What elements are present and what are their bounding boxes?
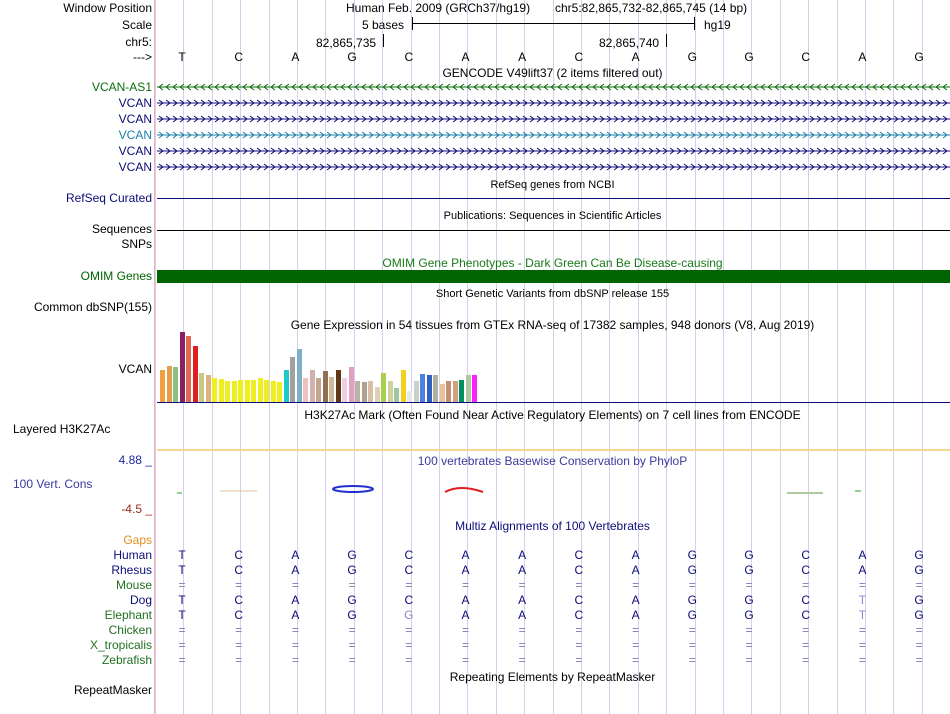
aligned-base: G: [687, 608, 697, 622]
scale-label: Scale: [121, 18, 152, 32]
aligned-base: G: [687, 548, 697, 562]
aligned-base: =: [348, 653, 356, 667]
phylop-mark: [445, 488, 483, 492]
gtex-tissue-bar[interactable]: [186, 336, 191, 403]
aligned-base: C: [801, 593, 811, 607]
reference-base: A: [518, 50, 527, 64]
h3k27ac-track-title[interactable]: H3K27Ac Mark (Often Found Near Active Regulatory Elements) on 7 cell lines from ENCODE: [304, 408, 801, 422]
aligned-base: C: [574, 593, 584, 607]
gtex-tissue-bar[interactable]: [310, 370, 315, 402]
aligned-base: =: [688, 638, 696, 652]
aligned-base: =: [632, 623, 640, 637]
aligned-base: A: [631, 563, 640, 577]
aligned-base: A: [631, 548, 640, 562]
grid-line: [553, 0, 554, 714]
aligned-base: G: [687, 593, 697, 607]
gene-label-vcan[interactable]: VCAN: [118, 160, 152, 174]
gtex-tissue-bar[interactable]: [342, 378, 347, 402]
gtex-tissue-bar[interactable]: [433, 375, 438, 402]
aligned-base: T: [178, 608, 186, 622]
aligned-base: T: [178, 593, 186, 607]
gtex-tissue-bar[interactable]: [245, 380, 250, 402]
gtex-tissue-bar[interactable]: [375, 387, 380, 402]
gtex-tissue-bar[interactable]: [407, 391, 412, 402]
grid-line: [723, 0, 724, 714]
aligned-base: A: [858, 563, 867, 577]
reference-base: G: [914, 50, 924, 64]
gtex-tissue-bar[interactable]: [355, 381, 360, 402]
gtex-tissue-bar[interactable]: [349, 367, 354, 402]
aligned-base: =: [858, 638, 866, 652]
aligned-base: T: [178, 563, 186, 577]
omim-feature[interactable]: [157, 270, 950, 283]
aligned-base: =: [802, 653, 810, 667]
chrom-label: chr5:: [125, 35, 152, 49]
gtex-tissue-bar[interactable]: [440, 384, 445, 402]
gtex-tissue-bar[interactable]: [459, 380, 464, 402]
aligned-base: G: [404, 608, 414, 622]
gencode-track-title[interactable]: GENCODE V49lift37 (2 items filtered out): [442, 66, 663, 80]
reference-base: C: [801, 50, 811, 64]
strand-label: --->: [133, 50, 152, 64]
gtex-tissue-bar[interactable]: [284, 370, 289, 402]
position-text: chr5:82,865,732-82,865,745 (14 bp): [555, 1, 748, 15]
grid-line: [837, 0, 838, 714]
aligned-base: T: [178, 548, 186, 562]
grid-line: [155, 0, 156, 714]
gtex-tissue-bar[interactable]: [160, 370, 165, 402]
gtex-tissue-bar[interactable]: [401, 370, 406, 402]
gene-feature[interactable]: [157, 83, 950, 91]
aligned-base: C: [801, 563, 811, 577]
reference-base: G: [347, 50, 357, 64]
phylop-track-title[interactable]: 100 vertebrates Basewise Conservation by PhyloP: [417, 454, 688, 468]
gtex-tissue-bar[interactable]: [251, 380, 256, 402]
aligned-base: A: [291, 563, 300, 577]
aligned-base: =: [291, 653, 299, 667]
gtex-tissue-bar[interactable]: [381, 373, 386, 402]
aligned-base: =: [858, 653, 866, 667]
aligned-base: G: [744, 548, 754, 562]
gtex-tissue-bar[interactable]: [323, 371, 328, 402]
phylop-track-label[interactable]: 100 Vert. Cons: [13, 477, 93, 491]
aligned-base: =: [405, 653, 413, 667]
aligned-base: =: [405, 578, 413, 592]
aligned-base: G: [914, 548, 924, 562]
multiz-track-title[interactable]: Multiz Alignments of 100 Vertebrates: [455, 519, 650, 533]
aligned-base: A: [518, 548, 527, 562]
aligned-base: =: [348, 623, 356, 637]
aligned-base: A: [461, 548, 470, 562]
aligned-base: C: [801, 548, 811, 562]
aligned-base: =: [802, 578, 810, 592]
aligned-base: C: [234, 608, 244, 622]
gene-label-vcan[interactable]: VCAN: [118, 144, 152, 158]
aligned-base: C: [801, 608, 811, 622]
reference-base: A: [631, 50, 640, 64]
aligned-base: =: [178, 578, 186, 592]
label-panel-divider: [154, 0, 155, 714]
aligned-base: A: [461, 593, 470, 607]
gtex-tissue-bar[interactable]: [232, 381, 237, 402]
scale-bar-label: 5 bases: [362, 18, 405, 32]
aligned-base: A: [518, 608, 527, 622]
gtex-tissue-bar[interactable]: [388, 381, 393, 402]
aligned-base: =: [461, 638, 469, 652]
grid-line: [609, 0, 610, 714]
gene-feature[interactable]: [157, 131, 950, 139]
aligned-base: =: [291, 578, 299, 592]
refseq-track-label[interactable]: RefSeq Curated: [65, 191, 152, 205]
gene-label-vcan[interactable]: VCAN: [118, 128, 152, 142]
aligned-base: C: [404, 548, 414, 562]
h3k27ac-signal: [157, 449, 950, 451]
gtex-tissue-bar[interactable]: [167, 366, 172, 402]
scale-bar: [412, 23, 695, 24]
omim-track-title[interactable]: OMIM Gene Phenotypes - Dark Green Can Be Disease-causing: [382, 256, 723, 270]
aligned-base: C: [234, 593, 244, 607]
gtex-tissue-bar[interactable]: [466, 375, 471, 402]
aligned-base: A: [631, 593, 640, 607]
gtex-tissue-bar[interactable]: [472, 375, 477, 402]
gtex-tissue-bar[interactable]: [193, 346, 198, 402]
aligned-base: =: [915, 653, 923, 667]
dbsnp-track-title[interactable]: Short Genetic Variants from dbSNP release 155: [435, 288, 670, 300]
gtex-tissue-bar[interactable]: [362, 382, 367, 402]
aligned-base: =: [178, 623, 186, 637]
aligned-base: =: [632, 653, 640, 667]
assembly-text: Human Feb. 2009 (GRCh37/hg19): [346, 1, 531, 15]
aligned-base: A: [518, 593, 527, 607]
scale-bar-right-tick: [694, 17, 695, 30]
aligned-base: G: [347, 563, 357, 577]
aligned-base: =: [178, 638, 186, 652]
gtex-tissue-bar[interactable]: [199, 373, 204, 402]
dbsnp-track-label[interactable]: Common dbSNP(155): [33, 300, 152, 314]
aligned-base: =: [575, 578, 583, 592]
aligned-base: C: [574, 548, 584, 562]
gtex-tissue-bar[interactable]: [297, 349, 302, 402]
reference-base: G: [687, 50, 697, 64]
aligned-base: =: [745, 623, 753, 637]
grid-line: [666, 0, 667, 714]
aligned-base: A: [461, 608, 470, 622]
aligned-base: =: [291, 638, 299, 652]
aligned-base: =: [235, 623, 243, 637]
aligned-base: =: [915, 578, 923, 592]
gtex-tissue-bar[interactable]: [180, 332, 185, 402]
aligned-base: =: [688, 578, 696, 592]
pubs-line: [157, 230, 950, 231]
species-label-dog: Dog: [129, 593, 152, 607]
gtex-gene-label[interactable]: VCAN: [118, 362, 152, 376]
gtex-tissue-bar[interactable]: [329, 377, 334, 402]
gtex-tissue-bar[interactable]: [173, 367, 178, 402]
scale-db-label: hg19: [704, 18, 731, 32]
phylop-mark: [333, 486, 373, 492]
gtex-tissue-bar[interactable]: [264, 380, 269, 402]
aligned-base: =: [291, 623, 299, 637]
gtex-tissue-bar[interactable]: [277, 382, 282, 402]
pubs-track-title[interactable]: Publications: Sequences in Scientific Articles: [443, 210, 662, 222]
aligned-base: A: [291, 593, 300, 607]
phylop-min-label: -4.5 _: [121, 502, 152, 516]
grid-line: [780, 0, 781, 714]
gtex-tissue-bar[interactable]: [446, 381, 451, 402]
aligned-base: G: [347, 593, 357, 607]
repeatmasker-track-title[interactable]: Repeating Elements by RepeatMasker: [449, 670, 656, 684]
gene-label-vcan[interactable]: VCAN: [118, 96, 152, 110]
phylop-signal: [155, 482, 950, 496]
gene-feature[interactable]: [157, 147, 950, 155]
aligned-base: C: [234, 563, 244, 577]
aligned-base: G: [914, 593, 924, 607]
aligned-base: =: [745, 578, 753, 592]
aligned-base: C: [404, 593, 414, 607]
aligned-base: =: [575, 638, 583, 652]
grid-line: [893, 0, 894, 714]
aligned-base: =: [235, 578, 243, 592]
aligned-base: =: [745, 638, 753, 652]
reference-base: C: [574, 50, 584, 64]
gtex-tissue-bar[interactable]: [212, 378, 217, 402]
aligned-base: T: [858, 608, 867, 622]
aligned-base: G: [347, 548, 357, 562]
aligned-base: =: [405, 623, 413, 637]
gtex-tissue-bar[interactable]: [420, 374, 425, 402]
aligned-base: A: [461, 563, 470, 577]
aligned-base: =: [518, 578, 526, 592]
gtex-tissue-bar[interactable]: [238, 380, 243, 402]
aligned-base: =: [632, 638, 640, 652]
reference-base: G: [744, 50, 754, 64]
reference-base: C: [234, 50, 244, 64]
aligned-base: A: [631, 608, 640, 622]
gtex-tissue-bar[interactable]: [427, 375, 432, 402]
aligned-base: G: [744, 608, 754, 622]
gtex-tissue-bar[interactable]: [303, 378, 308, 402]
aligned-base: =: [235, 653, 243, 667]
aligned-base: A: [858, 548, 867, 562]
aligned-base: =: [405, 638, 413, 652]
reference-base: A: [291, 50, 300, 64]
aligned-base: G: [744, 593, 754, 607]
aligned-base: =: [461, 623, 469, 637]
snps-track-label[interactable]: SNPs: [121, 237, 152, 251]
aligned-base: =: [802, 623, 810, 637]
gtex-tissue-bar[interactable]: [290, 357, 295, 402]
phylop-max-label: 4.88 _: [118, 453, 152, 467]
aligned-base: =: [575, 653, 583, 667]
reference-base: C: [404, 50, 414, 64]
aligned-base: C: [404, 563, 414, 577]
species-label-chicken: Chicken: [108, 623, 152, 637]
species-label-rhesus: Rhesus: [111, 563, 152, 577]
aligned-base: =: [348, 578, 356, 592]
gtex-tissue-bar[interactable]: [368, 381, 373, 402]
aligned-base: C: [574, 608, 584, 622]
ruler-tick-left-label: 82,865,735: [316, 36, 377, 50]
aligned-base: =: [518, 653, 526, 667]
aligned-base: =: [575, 623, 583, 637]
species-label-zebrafish: Zebrafish: [101, 653, 152, 667]
reference-base: A: [858, 50, 867, 64]
gene-feature[interactable]: [157, 163, 950, 171]
sequences-track-label[interactable]: Sequences: [91, 222, 152, 236]
aligned-base: A: [518, 563, 527, 577]
aligned-base: =: [348, 638, 356, 652]
species-label-human: Human: [113, 548, 152, 562]
aligned-base: =: [632, 578, 640, 592]
aligned-base: G: [347, 608, 357, 622]
reference-base: T: [178, 50, 186, 64]
aligned-base: C: [574, 563, 584, 577]
species-label-mouse: Mouse: [115, 578, 152, 592]
gtex-baseline: [157, 402, 950, 403]
aligned-base: =: [461, 653, 469, 667]
aligned-base: =: [518, 623, 526, 637]
gaps-label: Gaps: [123, 533, 152, 547]
gtex-tissue-bar[interactable]: [271, 381, 276, 402]
aligned-base: =: [518, 638, 526, 652]
ruler-tick-right: [666, 34, 667, 47]
aligned-base: =: [688, 653, 696, 667]
aligned-base: G: [914, 608, 924, 622]
aligned-base: G: [744, 563, 754, 577]
aligned-base: C: [234, 548, 244, 562]
aligned-base: G: [687, 563, 697, 577]
aligned-base: =: [688, 623, 696, 637]
repeatmasker-track-label[interactable]: RepeatMasker: [73, 683, 152, 697]
aligned-base: =: [461, 578, 469, 592]
gene-feature[interactable]: [157, 99, 950, 107]
aligned-base: =: [802, 638, 810, 652]
gene-label-vcan-as1[interactable]: VCAN-AS1: [91, 80, 152, 94]
aligned-base: =: [858, 623, 866, 637]
gene-label-vcan[interactable]: VCAN: [118, 112, 152, 126]
gtex-tissue-bar[interactable]: [414, 381, 419, 402]
reference-base: A: [461, 50, 470, 64]
aligned-base: T: [858, 593, 867, 607]
aligned-base: A: [291, 548, 300, 562]
gtex-track-title[interactable]: Gene Expression in 54 tissues from GTEx RNA-seq of 17382 samples, 948 donors (V8, Aug 2019): [290, 318, 815, 332]
gtex-tissue-bar[interactable]: [316, 378, 321, 402]
gtex-tissue-bar[interactable]: [336, 370, 341, 402]
omim-track-label[interactable]: OMIM Genes: [80, 269, 152, 283]
aligned-base: =: [915, 638, 923, 652]
gtex-tissue-bar[interactable]: [394, 388, 399, 402]
aligned-base: =: [858, 578, 866, 592]
ruler-tick-right-label: 82,865,740: [599, 36, 660, 50]
aligned-base: =: [915, 623, 923, 637]
window-position-label: Window Position: [63, 1, 152, 15]
species-label-x_tropicalis: X_tropicalis: [89, 638, 152, 652]
aligned-base: =: [178, 653, 186, 667]
gtex-tissue-bar[interactable]: [258, 378, 263, 402]
gtex-bar-chart[interactable]: [157, 332, 537, 402]
aligned-base: A: [291, 608, 300, 622]
refseq-line: [157, 198, 950, 199]
species-label-elephant: Elephant: [104, 608, 152, 622]
aligned-base: =: [235, 638, 243, 652]
gtex-tissue-bar[interactable]: [206, 375, 211, 402]
gtex-tissue-bar[interactable]: [225, 381, 230, 402]
aligned-base: =: [745, 653, 753, 667]
aligned-base: G: [914, 563, 924, 577]
gtex-tissue-bar[interactable]: [219, 379, 224, 402]
refseq-track-title[interactable]: RefSeq genes from NCBI: [490, 179, 615, 191]
h3k27ac-track-label[interactable]: Layered H3K27Ac: [13, 422, 111, 436]
gene-feature[interactable]: [157, 115, 950, 123]
ruler-tick-left: [383, 34, 384, 47]
gtex-tissue-bar[interactable]: [453, 381, 458, 402]
